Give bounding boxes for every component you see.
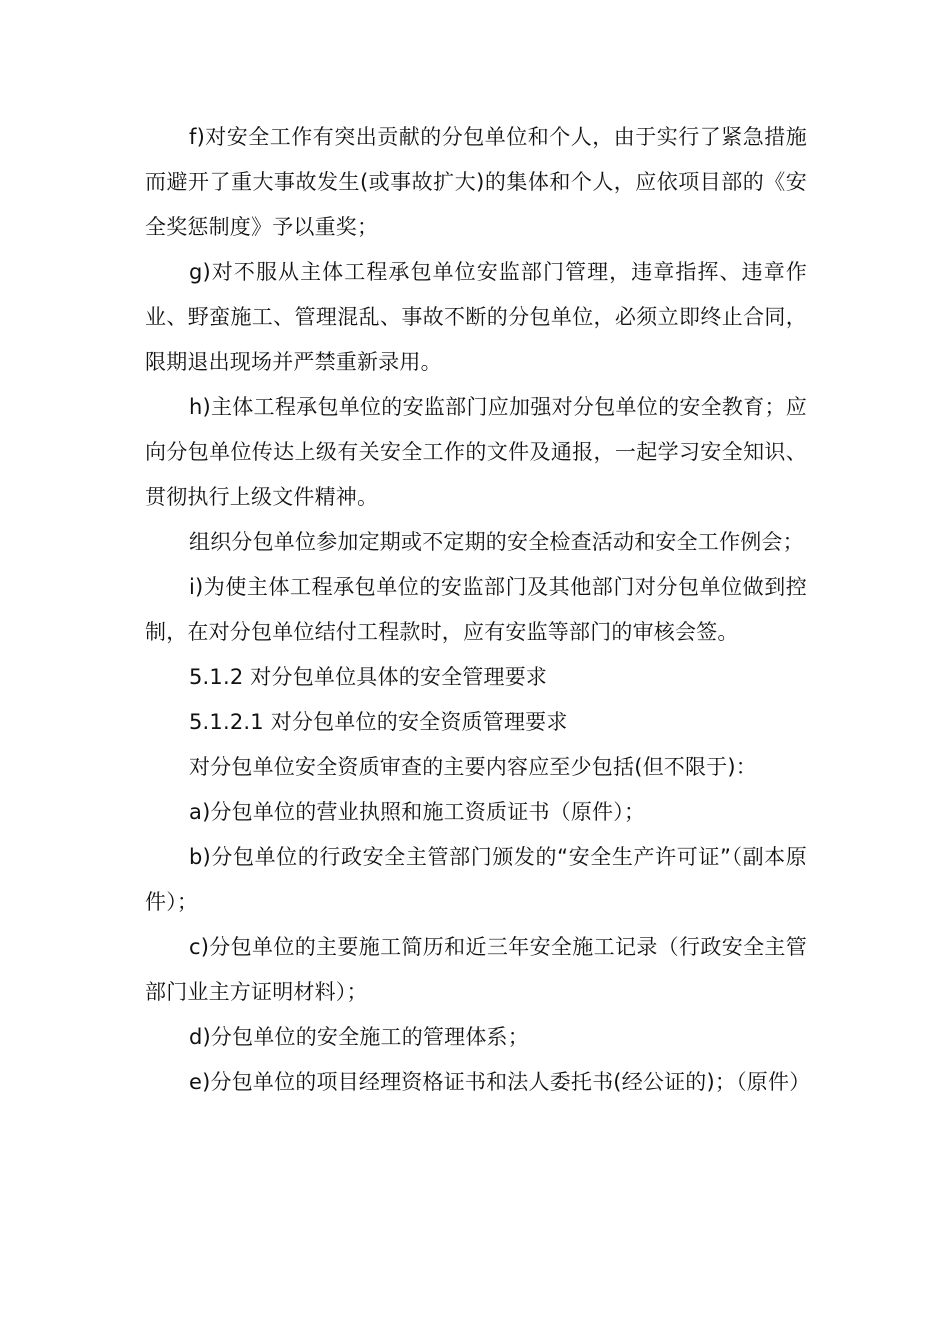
section-heading-5-1-2: 5.1.2 对分包单位具体的安全管理要求 bbox=[189, 665, 548, 689]
list-item-d: d)分包单位的安全施工的管理体系； bbox=[189, 1025, 529, 1049]
list-item-c: c)分包单位的主要施工简历和近三年安全施工记录（行政安全主管部门业主方证明材料）； bbox=[145, 935, 807, 1004]
paragraph-i: i)为使主体工程承包单位的安监部门及其他部门对分包单位做到控制，在对分包单位结付工程款时，应有安监等部门的审核会签。 bbox=[145, 575, 807, 644]
list-item-e: e)分包单位的项目经理资格证书和法人委托书(经公证的)；（原件） bbox=[189, 1070, 811, 1094]
paragraph-f: f)对安全工作有突出贡献的分包单位和个人，由于实行了紧急措施而避开了重大事故发生(或事故扩大)的集体和个人，应依项目部的《安全奖惩制度》予以重奖； bbox=[145, 125, 807, 239]
list-item-b: b)分包单位的行政安全主管部门颁发的“安全生产许可证”（副本原件）； bbox=[145, 845, 807, 914]
paragraph-g: g)对不服从主体工程承包单位安监部门管理，违章指挥、违章作业、野蛮施工、管理混乱、事故不断的分包单位，必须立即终止合同，限期退出现场并严禁重新录用。 bbox=[145, 260, 807, 374]
paragraph-review-content: 对分包单位安全资质审查的主要内容应至少包括(但不限于)： bbox=[189, 755, 757, 779]
list-item-a: a)分包单位的营业执照和施工资质证书（原件）； bbox=[189, 800, 646, 824]
paragraph-h: h)主体工程承包单位的安监部门应加强对分包单位的安全教育；应向分包单位传达上级有关安全工作的文件及通报，一起学习安全知识、贯彻执行上级文件精神。 bbox=[145, 395, 807, 509]
section-heading-5-1-2-1: 5.1.2.1 对分包单位的安全资质管理要求 bbox=[189, 710, 568, 734]
paragraph-organize-inspection: 组织分包单位参加定期或不定期的安全检查活动和安全工作例会； bbox=[189, 530, 804, 554]
document-page bbox=[145, 115, 811, 1105]
